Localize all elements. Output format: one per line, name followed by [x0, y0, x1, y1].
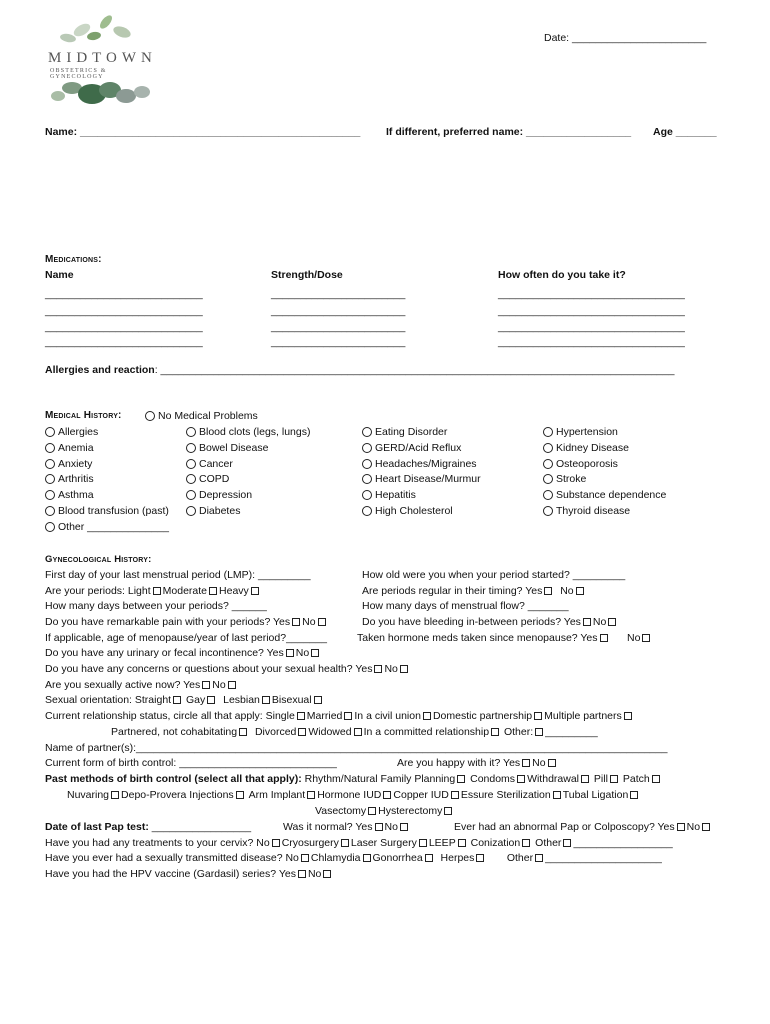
checkbox-divorced[interactable] [298, 728, 306, 736]
radio-circle-icon[interactable] [543, 506, 553, 516]
pap-date-line[interactable]: _________________ [151, 821, 252, 833]
sexual-health-row: Do you have any concerns or questions about your sexual health? Yes No [45, 662, 410, 676]
medication-strength-line[interactable]: _______________________ [271, 321, 406, 333]
checkbox-no[interactable] [228, 681, 236, 689]
radio-circle-icon[interactable] [362, 474, 372, 484]
checkbox-straight[interactable] [173, 696, 181, 704]
checkbox-no[interactable] [318, 618, 326, 626]
orientation-row: Sexual orientation: Straight Gay Lesbian Bisexual [45, 693, 324, 707]
checkbox-withdrawal[interactable] [581, 775, 589, 783]
radio-circle-icon[interactable] [186, 506, 196, 516]
checkbox-no[interactable] [608, 618, 616, 626]
radio-circle-icon[interactable] [186, 459, 196, 469]
medication-strength-line[interactable]: _______________________ [271, 336, 406, 348]
checkbox-yes[interactable] [298, 870, 306, 878]
medication-frequency-header: How often do you take it? [498, 269, 626, 281]
checkbox-single[interactable] [297, 712, 305, 720]
period-regular-row: Are periods regular in their timing? Yes No [362, 584, 586, 598]
radio-circle-icon[interactable] [362, 427, 372, 437]
checkbox-yes[interactable] [677, 823, 685, 831]
checkbox-bisexual[interactable] [314, 696, 322, 704]
checkbox-yes[interactable] [292, 618, 300, 626]
partner-names-field[interactable]: Name of partner(s):___________________________________________________________________________________________ [45, 742, 668, 754]
logo-name: MIDTOWN [48, 50, 157, 66]
period-start-age-field[interactable]: How old were you when your period started? _________ [362, 569, 626, 581]
checkbox-yes[interactable] [286, 649, 294, 657]
medication-name-line[interactable]: ___________________________ [45, 288, 203, 300]
name-field[interactable]: Name: ________________________________________________ [45, 126, 361, 138]
checkbox-copper-iud[interactable] [451, 791, 459, 799]
relationship-row-2: Partnered, not cohabitating Divorced Widowed In a committed relationship Other: _________ [111, 726, 598, 738]
radio-circle-icon[interactable] [543, 474, 553, 484]
no-medical-problems-option[interactable]: No Medical Problems [145, 409, 258, 423]
medication-name-line[interactable]: ___________________________ [45, 305, 203, 317]
std-row: Have you ever had a sexually transmitted disease? No Chlamydia Gonorrhea Herpes Other ____________________ [45, 852, 662, 864]
checkbox-married[interactable] [344, 712, 352, 720]
medication-frequency-line[interactable]: ________________________________ [498, 321, 685, 333]
condition-option[interactable]: Eating Disorder [362, 425, 447, 439]
checkbox-chlamydia[interactable] [363, 854, 371, 862]
menopause-field[interactable]: If applicable, age of menopause/year of last period?_______ [45, 632, 327, 644]
checkbox-no[interactable] [272, 839, 280, 847]
condition-option[interactable]: Depression [186, 488, 252, 502]
checkbox-domestic-partnership[interactable] [534, 712, 542, 720]
checkbox-yes[interactable] [544, 587, 552, 595]
condition-option[interactable]: Hepatitis [362, 488, 416, 502]
radio-circle-icon[interactable] [186, 490, 196, 500]
radio-circle-icon[interactable] [362, 506, 372, 516]
date-field[interactable]: Date: _______________________ [544, 32, 707, 44]
checkbox-gonorrhea[interactable] [425, 854, 433, 862]
medication-strength-header: Strength/Dose [271, 269, 343, 281]
checkbox-essure[interactable] [553, 791, 561, 799]
checkbox-other[interactable] [535, 854, 543, 862]
checkbox-other[interactable] [535, 728, 543, 736]
checkbox-no[interactable] [548, 759, 556, 767]
checkbox-no[interactable] [400, 823, 408, 831]
radio-circle-icon[interactable] [543, 427, 553, 437]
checkbox-lesbian[interactable] [262, 696, 270, 704]
checkbox-heavy[interactable] [251, 587, 259, 595]
checkbox-no[interactable] [702, 823, 710, 831]
radio-circle-icon[interactable] [543, 443, 553, 453]
radio-circle-icon[interactable] [362, 443, 372, 453]
checkbox-no[interactable] [301, 854, 309, 862]
birth-control-happy-row: Are you happy with it? Yes No [397, 756, 558, 770]
checkbox-herpes[interactable] [476, 854, 484, 862]
checkbox-condoms[interactable] [517, 775, 525, 783]
condition-option[interactable]: Anemia [45, 441, 94, 455]
practice-logo [44, 8, 157, 112]
pap-test-row: Date of last Pap test: _________________ [45, 821, 252, 833]
pap-normal-row: Was it normal? Yes No [283, 820, 410, 834]
medication-frequency-line[interactable]: ________________________________ [498, 305, 685, 317]
incontinence-row: Do you have any urinary or fecal incontinence? Yes No [45, 646, 321, 660]
hpv-vaccine-row: Have you had the HPV vaccine (Gardasil) series? Yes No [45, 867, 333, 881]
checkbox-arm-implant[interactable] [307, 791, 315, 799]
condition-option[interactable]: Asthma [45, 488, 94, 502]
condition-option[interactable]: Substance dependence [543, 488, 666, 502]
radio-circle-icon[interactable] [45, 459, 55, 469]
checkbox-no[interactable] [642, 634, 650, 642]
radio-circle-icon[interactable] [45, 490, 55, 500]
checkbox-no[interactable] [576, 587, 584, 595]
past-birth-control-row: Past methods of birth control (select all that apply): Rhythm/Natural Family Planning Condoms Withdrawal Pill Patch [45, 772, 662, 786]
condition-option[interactable]: Hypertension [543, 425, 618, 439]
condition-option[interactable]: Kidney Disease [543, 441, 629, 455]
radio-circle-icon[interactable] [45, 474, 55, 484]
gynecological-history-heading: Gynecological History: [45, 554, 152, 565]
sexually-active-row: Are you sexually active now? Yes No [45, 678, 238, 692]
medication-strength-line[interactable]: _______________________ [271, 305, 406, 317]
radio-circle-icon[interactable] [543, 490, 553, 500]
medication-name-line[interactable]: ___________________________ [45, 336, 203, 348]
checkbox-no[interactable] [400, 665, 408, 673]
hormone-meds-row: Taken hormone meds taken since menopause? Yes No [357, 631, 652, 645]
checkbox-nuvaring[interactable] [111, 791, 119, 799]
checkbox-conization[interactable] [522, 839, 530, 847]
checkbox-depo-provera[interactable] [236, 791, 244, 799]
abnormal-pap-row: Ever had an abnormal Pap or Colposcopy? Yes No [454, 820, 712, 834]
condition-option[interactable]: COPD [186, 472, 229, 486]
allergies-label: Allergies and reaction [45, 364, 155, 376]
medication-name-header: Name [45, 269, 74, 281]
checkbox-pill[interactable] [610, 775, 618, 783]
medication-name-line[interactable]: ___________________________ [45, 321, 203, 333]
checkbox-vasectomy[interactable] [368, 807, 376, 815]
checkbox-yes[interactable] [375, 823, 383, 831]
condition-option[interactable]: Diabetes [186, 504, 240, 518]
checkbox-committed[interactable] [491, 728, 499, 736]
condition-option[interactable]: Cancer [186, 457, 233, 471]
allergies-line[interactable]: : ________________________________________________________________________________________ [154, 364, 675, 376]
checkbox-hysterectomy[interactable] [444, 807, 452, 815]
radio-circle-icon[interactable] [45, 522, 55, 532]
checkbox-yes[interactable] [202, 681, 210, 689]
medications-heading: Medications: [45, 254, 102, 265]
checkbox-yes[interactable] [583, 618, 591, 626]
radio-circle-icon[interactable] [45, 443, 55, 453]
condition-option[interactable]: Stroke [543, 472, 586, 486]
condition-option[interactable]: Arthritis [45, 472, 94, 486]
days-between-field[interactable]: How many days between your periods? ______ [45, 600, 267, 612]
radio-circle-icon[interactable] [145, 411, 155, 421]
cervix-treatment-row: Have you had any treatments to your cervix? No Cryosurgery Laser Surgery LEEP Conization Other _________________ [45, 837, 673, 849]
condition-option[interactable]: High Cholesterol [362, 504, 453, 518]
allergies-row[interactable] [45, 363, 674, 377]
checkbox-yes[interactable] [522, 759, 530, 767]
medical-history-heading: Medical History: [45, 410, 122, 421]
past-birth-control-row-2: Nuvaring Depo-Provera Injections Arm Implant Hormone IUD Copper IUD Essure Sterilization Tubal Ligation [67, 788, 640, 802]
medication-frequency-line[interactable]: ________________________________ [498, 288, 685, 300]
checkbox-gay[interactable] [207, 696, 215, 704]
condition-option[interactable]: Anxiety [45, 457, 92, 471]
past-birth-control-row-3: Vasectomy Hysterectomy [315, 804, 454, 818]
logo-subtitle: OBSTETRICS & GYNECOLOGY [50, 68, 107, 80]
condition-option[interactable]: Other ______________ [45, 520, 169, 534]
radio-circle-icon[interactable] [362, 490, 372, 500]
condition-option[interactable]: Blood transfusion (past) [45, 504, 169, 518]
period-pain-row: Do you have remarkable pain with your periods? Yes No [45, 615, 328, 629]
checkbox-no[interactable] [323, 870, 331, 878]
radio-circle-icon[interactable] [186, 427, 196, 437]
radio-circle-icon[interactable] [45, 427, 55, 437]
checkbox-tubal-ligation[interactable] [630, 791, 638, 799]
checkbox-laser-surgery[interactable] [419, 839, 427, 847]
condition-option[interactable]: Heart Disease/Murmur [362, 472, 481, 486]
checkbox-patch[interactable] [652, 775, 660, 783]
radio-circle-icon[interactable] [45, 506, 55, 516]
checkbox-rhythm[interactable] [457, 775, 465, 783]
checkbox-partnered[interactable] [239, 728, 247, 736]
radio-circle-icon[interactable] [186, 443, 196, 453]
medication-frequency-line[interactable]: ________________________________ [498, 336, 685, 348]
checkbox-no[interactable] [311, 649, 319, 657]
checkbox-yes[interactable] [600, 634, 608, 642]
checkbox-civil-union[interactable] [423, 712, 431, 720]
age-field[interactable]: Age _______ [653, 126, 717, 138]
condition-option[interactable]: GERD/Acid Reflux [362, 441, 461, 455]
checkbox-widowed[interactable] [354, 728, 362, 736]
condition-option[interactable]: Bowel Disease [186, 441, 268, 455]
checkbox-yes[interactable] [374, 665, 382, 673]
lmp-field[interactable]: First day of your last menstrual period (LMP): _________ [45, 569, 311, 581]
checkbox-moderate[interactable] [209, 587, 217, 595]
condition-option[interactable]: Blood clots (legs, lungs) [186, 425, 310, 439]
radio-circle-icon[interactable] [186, 474, 196, 484]
condition-option[interactable]: Thyroid disease [543, 504, 630, 518]
medication-strength-line[interactable]: _______________________ [271, 288, 406, 300]
condition-option[interactable]: Headaches/Migraines [362, 457, 477, 471]
radio-circle-icon[interactable] [362, 459, 372, 469]
period-flow-row: Are your periods: Light Moderate Heavy [45, 584, 261, 598]
checkbox-multiple-partners[interactable] [624, 712, 632, 720]
checkbox-hormone-iud[interactable] [383, 791, 391, 799]
radio-circle-icon[interactable] [543, 459, 553, 469]
condition-option[interactable]: Allergies [45, 425, 98, 439]
days-flow-field[interactable]: How many days of menstrual flow? _______ [362, 600, 569, 612]
preferred-name-field[interactable]: If different, preferred name: __________________ [386, 126, 632, 138]
relationship-row: Current relationship status, circle all that apply: Single Married In a civil union Domestic partnership Multiple partners [45, 709, 634, 723]
checkbox-leep[interactable] [458, 839, 466, 847]
birth-control-field[interactable]: Current form of birth control: ___________________________ [45, 757, 337, 769]
checkbox-other[interactable] [563, 839, 571, 847]
condition-option[interactable]: Osteoporosis [543, 457, 618, 471]
checkbox-light[interactable] [153, 587, 161, 595]
checkbox-cryosurgery[interactable] [341, 839, 349, 847]
bleeding-row: Do you have bleeding in-between periods? Yes No [362, 615, 618, 629]
